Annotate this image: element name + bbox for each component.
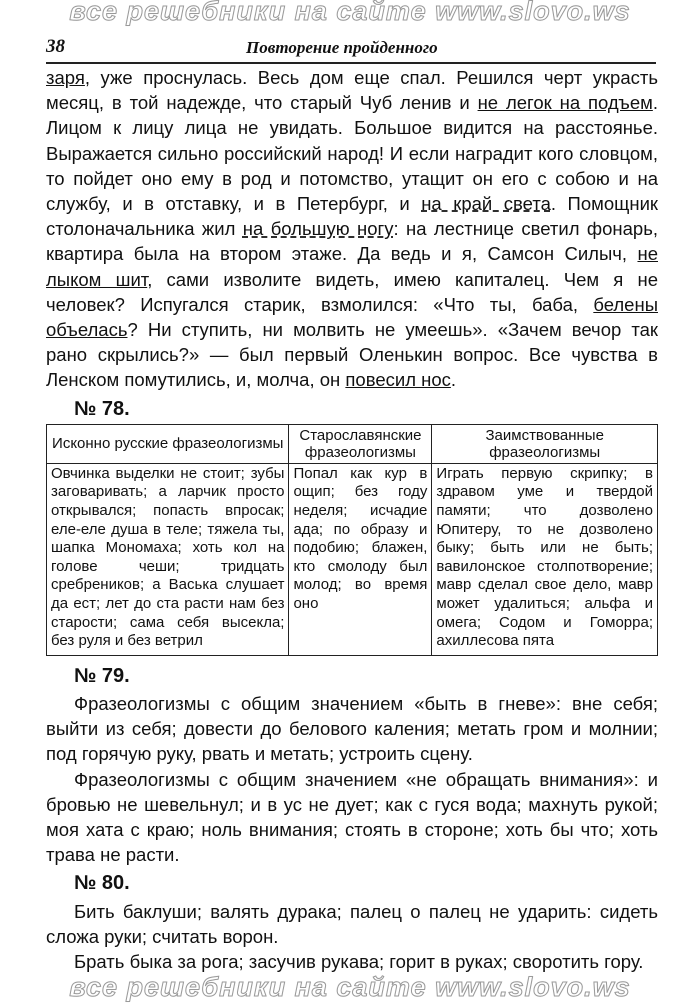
col-header-old-slavonic: Старославянские фразеологизмы — [289, 424, 432, 463]
exercise-80-para-1: Бить баклуши; валять дурака; палец о палец не ударить: сидеть сложа руки; считать ворон. — [46, 900, 658, 947]
page-number: 38 — [46, 36, 65, 57]
text-run: . Лицом к лицу лица не увидать. Большое видится на расстоянье. Выражается сильно российский народ! И если наградит кого словцом, то пойдет оно ему в род и потомство, утащит он его с собою и на службу, и в отставку, и в Петербург, и — [46, 92, 658, 215]
text-run: , сами изволите видеть, имею капиталец. Чем я не человек? Испугался старик, взмолился: «Что ты, баба, — [46, 268, 659, 315]
phrase-underlined: не лыком шит — [46, 243, 658, 290]
cell-native: Овчинка выделки не стоит; зубы заговаривать; а ларчик просто открывался; попасть впросак; еле-еле душа в теле; тяжела ты, шапка Мономаха; хоть кол на голове чеши; тридцать сребреников; а Васька слушает да ест; лет до ста расти нам без старости; сама себя высекла; без руля и без ветрил — [47, 463, 289, 655]
col-header-native: Исконно русские фразеологизмы — [47, 424, 289, 463]
text-run: ? Ни ступить, ни молвить не умеешь». «Зачем вечор так рано скрылись?» — был первый Оленькин вопрос. Все чувства в Ленском помутились, и, молча, он — [46, 319, 658, 391]
phrase-underlined: повесил нос — [345, 369, 451, 391]
text-run: , уже проснулась. Весь дом еще спал. Решился черт украсть месяц, в той надежде, что старый Чуб ленив и — [46, 67, 658, 114]
phrase-underlined: на край света — [421, 193, 551, 215]
exercise-79-para-2: Фразеологизмы с общим значением «не обращать внимания»: и бровью не шевельнул; и в ус не дует; как с гуся вода; махнуть рукой; моя хата с краю; ноль внимания; стоять в стороне; хоть бы что; хоть трава не расти. — [46, 768, 658, 866]
text-run: . — [450, 369, 457, 391]
phrase-underlined: заря — [46, 67, 85, 88]
cell-borrowed: Играть первую скрипку; в здравом уме и твердой памяти; что дозволено Юпитеру, то не дозволено быку; быть или не быть; вавилонское столпотворение; мавр сделал свое дело, мавр может удалиться; альфа и омега; Содом и Гоморра; ахиллесова пята — [432, 463, 658, 655]
cell-old-slavonic: Попал как кур в ощип; без году неделя; исчадие ада; по образу и подобию; блажен, кто смолоду был молод; во время оно — [289, 463, 432, 655]
exercise-80-para-2: Брать быка за рога; засучив рукава; горит в руках; своротить гору. — [74, 951, 644, 973]
exercise-80-label: № 80. — [74, 872, 130, 895]
page-content — [46, 65, 658, 974]
exercise-78-label: № 78. — [74, 397, 130, 420]
phrase-underlined: белены объелась — [46, 293, 658, 341]
exercise-77-text — [46, 65, 658, 393]
exercise-79-label: № 79. — [74, 664, 130, 687]
exercise-79-para-1: Фразеологизмы с общим значением «быть в гневе»: вне себя; выйти из себя; довести до белового каления; метать гром и молнии; под горячую руку, рвать и метать; устроить сцену. — [46, 692, 658, 765]
table-row — [47, 463, 658, 655]
table-header-row — [47, 424, 658, 463]
text-run: : на лестнице светил фонарь, квартира была на втором этаже. Да ведь и я, Самсон Силыч, — [46, 218, 658, 265]
site-banner-top: все решебники на сайте www.slovo.ws — [69, 0, 631, 26]
text-run: . Помощник столоначальника жил — [46, 193, 658, 240]
phraseology-table — [46, 424, 658, 656]
col-header-borrowed: Заимствованные фразеологизмы — [432, 424, 658, 463]
page-header — [46, 36, 656, 64]
phrase-underlined: не легок на подъем — [477, 92, 653, 114]
running-head: Повторение пройденного — [246, 38, 438, 57]
phrase-underlined: на большую ногу — [242, 218, 394, 240]
site-banner-bottom: все решебники на сайте www.slovo.ws — [69, 972, 631, 1002]
